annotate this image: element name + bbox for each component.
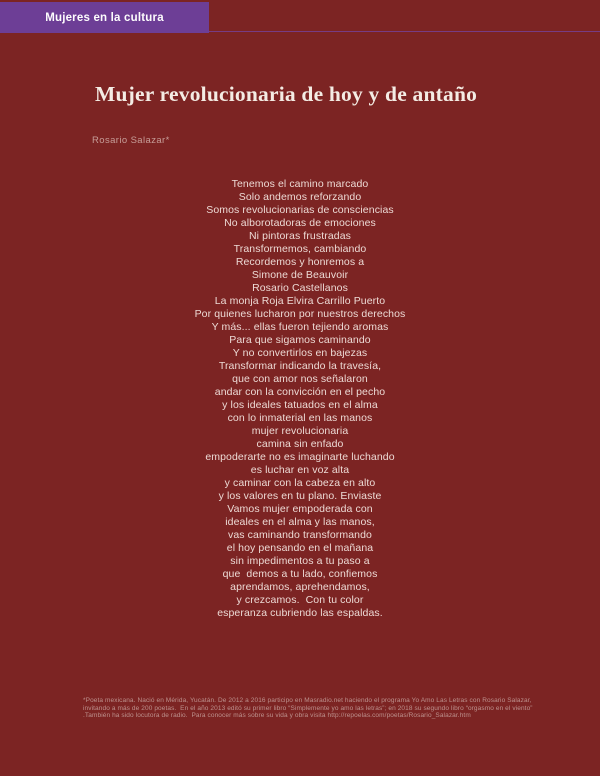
poem-line: y los valores en tu plano. Enviaste — [218, 490, 382, 502]
poem-line: Por quienes lucharon por nuestros derechos — [194, 308, 406, 320]
poem-line: Para que sigamos caminando — [229, 334, 371, 346]
section-tab-label: Mujeres en la cultura — [45, 11, 164, 24]
poem-line: andar con la convicción en el pecho — [214, 386, 386, 398]
footnote — [83, 697, 573, 720]
page-title: Mujer revolucionaria de hoy y de antaño — [95, 82, 478, 106]
poem-line: y caminar con la cabeza en alto — [224, 477, 376, 489]
poem-line: con lo inmaterial en las manos — [227, 412, 373, 424]
poem-line: Ni pintoras frustradas — [249, 230, 351, 242]
poem-line: Simone de Beauvoir — [251, 269, 349, 281]
poem-line: ideales en el alma y las manos, — [225, 516, 375, 528]
poem-line: mujer revolucionaria — [251, 425, 349, 437]
section-tab — [0, 2, 209, 33]
poem-line: el hoy pensando en el mañana — [226, 542, 374, 554]
footnote-line: *Poeta mexicana. Nació en Mérida, Yucatán. De 2012 a 2016 participo en Masradio.net haciendo el programa Yo Amo Las Letras con Rosario Salazar, — [83, 697, 532, 704]
poem-line: Y más... ellas fueron tejiendo aromas — [211, 321, 389, 333]
poem-line: es luchar en voz alta — [250, 464, 350, 476]
poem-line: esperanza cubriendo las espaldas. — [217, 607, 383, 619]
author-byline: Rosario Salazar* — [92, 135, 170, 146]
poem-body — [0, 178, 600, 620]
poem-line: que demos a tu lado, confiemos — [222, 568, 378, 580]
poem-line: empoderarte no es imaginarte luchando — [205, 451, 395, 463]
poem-line: camina sin enfado — [256, 438, 344, 450]
poem-line: que con amor nos señalaron — [232, 373, 368, 385]
poem-line: sin impedimentos a tu paso a — [230, 555, 370, 567]
poem-line: Recordemos y honremos a — [235, 256, 365, 268]
poem-line: Solo andemos reforzando — [238, 191, 362, 203]
poem-line: Y no convertirlos en bajezas — [232, 347, 368, 359]
poem-line: Tenemos el camino marcado — [231, 178, 369, 190]
poem-line: Transformemos, cambiando — [233, 243, 367, 255]
footnote-line: invitando a más de 200 poetas. En el año 2013 editó su primer libro “Simplemente yo amo las letras”; en 2018 su segundo libro “orgasmo en el viento” — [83, 704, 533, 712]
footnote-line: .También ha sido locutora de radio. Para conocer más sobre su vida y obra visita http://repoelas.com/poetas/Rosario_Salazar.htm — [83, 712, 471, 720]
poem-line: La monja Roja Elvira Carrillo Puerto — [214, 295, 386, 307]
poem-line: vas caminando transformando — [228, 529, 372, 541]
poem-line: Vamos mujer empoderada con — [227, 503, 373, 515]
poem-line: Transformar indicando la travesía, — [218, 360, 382, 372]
poem-line: aprendamos, aprehendamos, — [230, 581, 370, 593]
poem-line: y los ideales tatuados en el alma — [222, 399, 378, 411]
poem-line: Somos revolucionarias de consciencias — [206, 204, 394, 216]
poem-line: y crezcamos. Con tu color — [236, 594, 364, 606]
poem-line: No alborotadoras de emociones — [224, 217, 376, 229]
poem-line: Rosario Castellanos — [252, 282, 348, 294]
